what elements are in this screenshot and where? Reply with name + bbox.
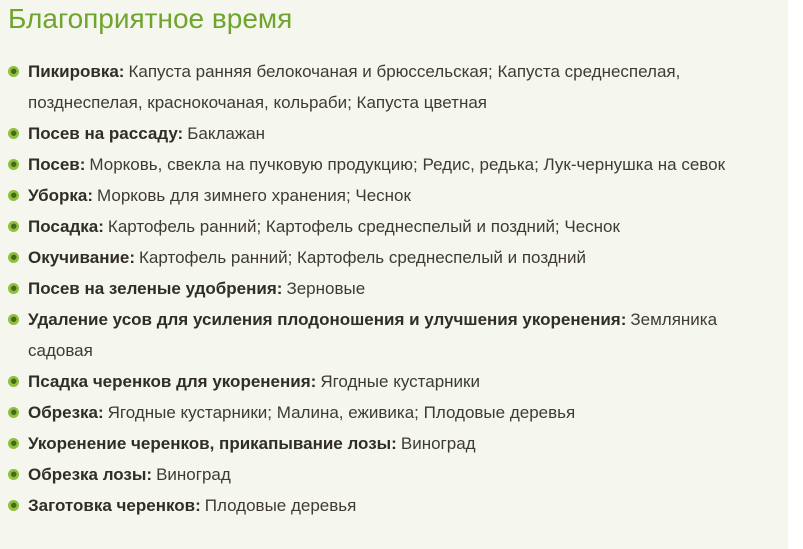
activity-label: Псадка черенков для укоренения: <box>28 372 317 391</box>
activity-label: Посев на зеленые удобрения: <box>28 279 283 298</box>
circle-dot-icon <box>8 283 19 294</box>
activity-crops: Капуста ранняя белокочаная и брюссельская; Капуста среднеспелая, позднеспелая, краснокочаная, кольраби; Капуста цветная <box>28 62 681 112</box>
circle-dot-icon <box>8 407 19 418</box>
list-item <box>8 149 740 180</box>
activity-crops: Зерновые <box>286 279 366 298</box>
circle-dot-icon <box>8 500 19 511</box>
circle-dot-icon <box>8 128 19 139</box>
list-item <box>8 490 740 521</box>
circle-dot-icon <box>8 221 19 232</box>
activity-label: Уборка: <box>28 186 94 205</box>
circle-dot-icon <box>8 66 19 77</box>
activity-label: Укоренение черенков, прикапывание лозы: <box>28 434 397 453</box>
list-item <box>8 366 740 397</box>
activity-crops: Баклажан <box>187 124 266 143</box>
activity-label: Обрезка лозы: <box>28 465 153 484</box>
favorable-time-list <box>0 56 788 521</box>
activity-crops: Ягодные кустарники; Малина, еживика; Плодовые деревья <box>107 403 576 422</box>
list-item <box>8 428 740 459</box>
activity-crops: Плодовые деревья <box>204 496 357 515</box>
circle-dot-icon <box>8 159 19 170</box>
activity-label: Удаление усов для усиления плодоношения и улучшения укоренения: <box>28 310 627 329</box>
circle-dot-icon <box>8 190 19 201</box>
activity-crops: Виноград <box>156 465 231 484</box>
activity-label: Пикировка: <box>28 62 125 81</box>
activity-label: Заготовка черенков: <box>28 496 201 515</box>
activity-crops: Морковь для зимнего хранения; Чеснок <box>97 186 411 205</box>
circle-dot-icon <box>8 314 19 325</box>
activity-label: Окучивание: <box>28 248 136 267</box>
activity-crops: Морковь, свекла на пучковую продукцию; Редис, редька; Лук-чернушка на севок <box>89 155 726 174</box>
list-item <box>8 304 740 366</box>
activity-label: Посев: <box>28 155 86 174</box>
circle-dot-icon <box>8 469 19 480</box>
list-item <box>8 180 740 211</box>
list-item <box>8 397 740 428</box>
list-item <box>8 211 740 242</box>
circle-dot-icon <box>8 376 19 387</box>
activity-label: Посадка: <box>28 217 104 236</box>
circle-dot-icon <box>8 438 19 449</box>
activity-crops: Ягодные кустарники <box>320 372 480 391</box>
list-item <box>8 118 740 149</box>
list-item <box>8 56 740 118</box>
page-title: Благоприятное время <box>8 3 293 34</box>
activity-crops: Картофель ранний; Картофель среднеспелый и поздний; Чеснок <box>107 217 620 236</box>
activity-crops: Земляника садовая <box>28 310 718 360</box>
activity-label: Посев на рассаду: <box>28 124 184 143</box>
activity-label: Обрезка: <box>28 403 104 422</box>
list-item <box>8 459 740 490</box>
circle-dot-icon <box>8 252 19 263</box>
activity-crops: Картофель ранний; Картофель среднеспелый и поздний <box>139 248 587 267</box>
list-item <box>8 273 740 304</box>
activity-crops: Виноград <box>400 434 476 453</box>
list-item <box>8 242 740 273</box>
